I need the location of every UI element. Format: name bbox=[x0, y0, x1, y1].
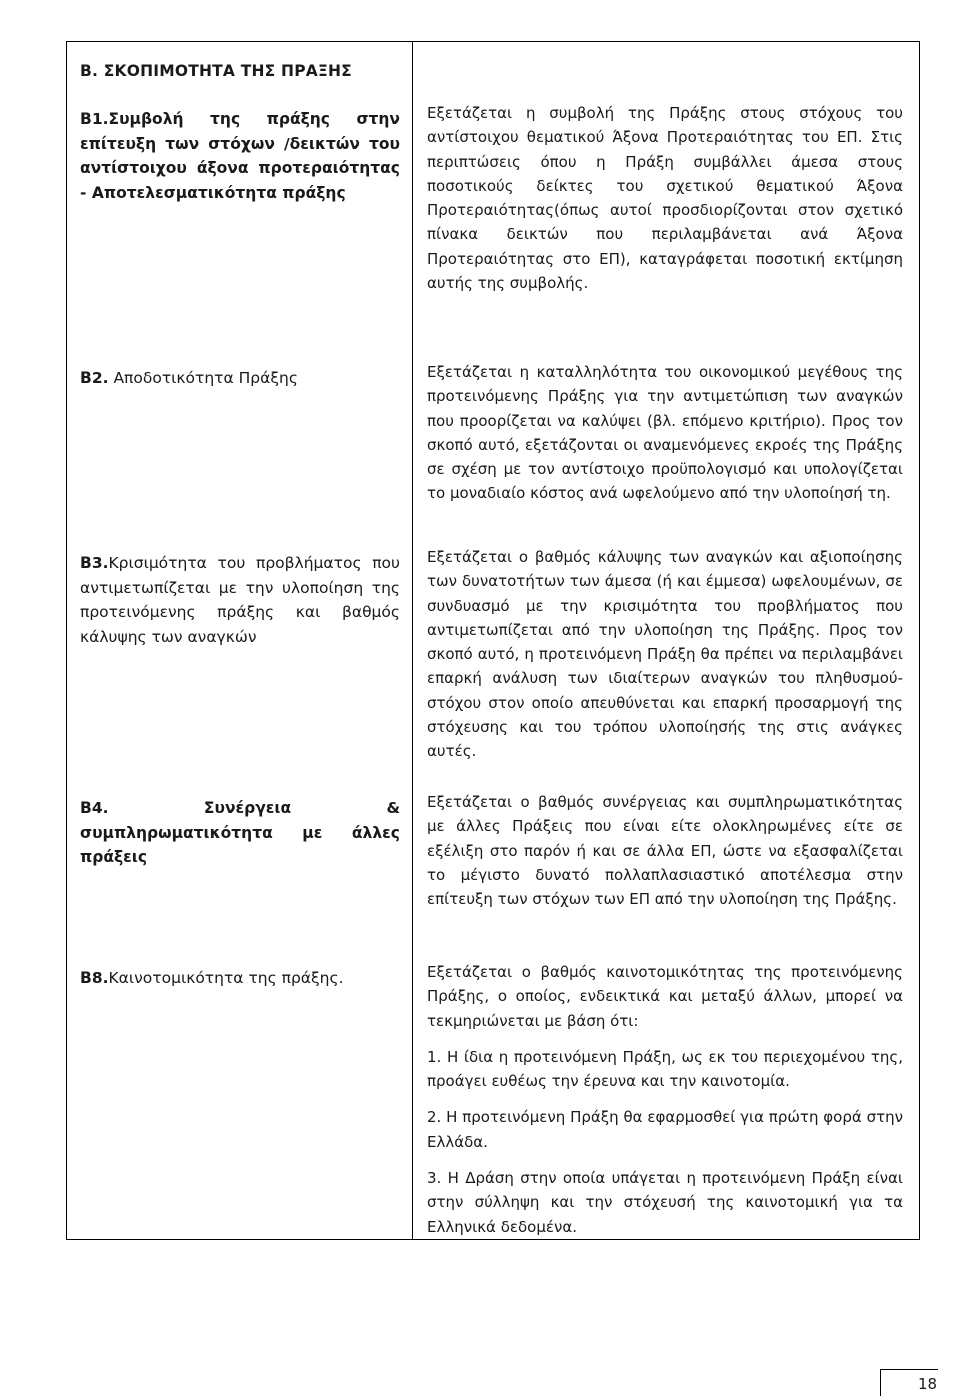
page-number-rule bbox=[880, 1369, 938, 1370]
criterion-b2-title-text: Αποδοτικότητα Πράξης bbox=[113, 369, 298, 387]
criterion-b4-description-block bbox=[427, 790, 903, 960]
criterion-b1-description: Εξετάζεται η συμβολή της Πράξης στους στόχους του αντίστοιχου θεματικού Άξονα Προτεραιότητας του ΕΠ. Στις περιπτώσεις όπου η Πράξη συμβάλλει άμεσα στους ποσοτικούς δείκτες του σχετικού θεματικού Άξονα Προτεραιότητας(όπως αυτοί προσδιορίζονται στον σχετικό πίνακα δεικτών που περιλαμβάνεται ανά Άξονα Προτεραιότητας στο ΕΠ), καταγράφεται ποσοτική εκτίμηση αυτής της συμβολής. bbox=[427, 104, 903, 293]
criterion-b8-description-block bbox=[427, 960, 903, 1239]
criterion-b1-title-text: Συμβολή της πράξης στην επίτευξη των στόχων /δεικτών του αντίστοιχου άξονα προτεραιότητας - Αποτελεσματικότητα πράξης bbox=[80, 110, 400, 202]
criterion-b8-title bbox=[80, 966, 400, 991]
criterion-b2-number: Β2. bbox=[80, 369, 109, 387]
criterion-b3-description-block bbox=[427, 545, 903, 790]
criterion-b3-title-block bbox=[80, 551, 400, 796]
criterion-b8-item-3: 3. Η Δράση στην οποία υπάγεται η προτεινόμενη Πράξη είναι στην σύλληψη και την στόχευσή της καινοτομική για τα Ελληνικά δεδομένα. bbox=[427, 1169, 903, 1236]
criterion-b3-title bbox=[80, 551, 400, 649]
criterion-b4-title-block bbox=[80, 796, 400, 966]
criterion-b8-title-text: Καινοτομικότητα της πράξης. bbox=[108, 969, 344, 987]
criterion-b2-description-block bbox=[427, 360, 903, 545]
criterion-b2-title-block bbox=[80, 366, 400, 551]
criterion-b2-title bbox=[80, 366, 400, 391]
page-number: 18 bbox=[918, 1375, 938, 1393]
criterion-b3-description: Εξετάζεται ο βαθμός κάλυψης των αναγκών και αξιοποίησης των δυνατοτήτων των άμεσα (ή και έμμεσα) ωφελουμένων, σε συνδυασμό με την κρισιμότητα του προβλήματος που αντιμετωπίζεται από την υλοποίηση της Πράξης. Προς τον σκοπό αυτό, η προτεινόμενη Πράξη θα πρέπει να περιλαμβάνει επαρκή ανάλυση των ιδιαίτερων αναγκών του πληθυσμού-στόχου στον οποίο απευθύνεται και επαρκή προσαρμογή της στόχευσης και του τρόπου υλοποίησής της στις ανάγκες αυτές. bbox=[427, 548, 903, 761]
criterion-b1-title bbox=[80, 107, 400, 205]
criterion-b4-title bbox=[80, 796, 400, 870]
criterion-b4-description: Εξετάζεται ο βαθμός συνέργειας και συμπληρωματικότητας με άλλες Πράξεις που είναι είτε ολοκληρωμένες είτε σε εξέλιξη στο παρόν ή και σε άλλα ΕΠ, ώστε να εξασφαλίζεται το μέγιστο δυνατό πολλαπλασιαστικό αποτέλεσμα στην επίτευξη των στόχων των ΕΠ από την υλοποίηση της Πράξης. bbox=[427, 793, 903, 909]
criterion-b8-item-2: 2. Η προτεινόμενη Πράξη θα εφαρμοσθεί για πρώτη φορά στην Ελλάδα. bbox=[427, 1108, 903, 1151]
criterion-b1-description-block bbox=[427, 101, 903, 360]
criterion-b2-description: Εξετάζεται η καταλληλότητα του οικονομικού μεγέθους της προτεινόμενης Πράξης για την αντιμετώπιση των αναγκών που προορίζεται να καλύψει (βλ. επόμενο κριτήριο). Προς τον σκοπό αυτό, εξετάζονται οι αναμενόμενες εκροές της Πράξης σε σχέση με τον αντίστοιχο προϋπολογισμό και υπολογίζεται το μοναδιαίο κόστος ανά ωφελούμενο από την υλοποίησή τη. bbox=[427, 363, 903, 503]
section-title: Β. ΣΚΟΠΙΜΟΤΗΤΑ ΤΗΣ ΠΡΑΞΗΣ bbox=[80, 62, 352, 80]
criterion-b1-title-block bbox=[80, 107, 400, 366]
criteria-descriptions-column bbox=[413, 42, 920, 1240]
criterion-b8-number: Β8. bbox=[80, 969, 109, 987]
criterion-b8-title-block bbox=[80, 966, 400, 991]
criteria-table bbox=[66, 41, 920, 1240]
criterion-b8-description: Εξετάζεται ο βαθμός καινοτομικότητας της προτεινόμενης Πράξης, ο οποίος, ενδεικτικά και μεταξύ άλλων, μπορεί να τεκμηριώνεται με βάση ότι: bbox=[427, 963, 903, 1030]
criterion-b1-number: Β1. bbox=[80, 110, 109, 128]
criteria-titles-column bbox=[67, 42, 413, 1240]
criterion-b3-title-text: Κρισιμότητα του προβλήματος που αντιμετωπίζεται με την υλοποίηση της προτεινόμενης πράξης και βαθμός κάλυψης των αναγκών bbox=[80, 554, 400, 646]
criterion-b4-number: Β4. bbox=[80, 799, 109, 817]
criterion-b8-item-1: 1. Η ίδια η προτεινόμενη Πράξη, ως εκ του περιεχομένου της, προάγει ευθέως την έρευνα και την καινοτομία. bbox=[427, 1047, 903, 1091]
criterion-b3-number: Β3. bbox=[80, 554, 109, 572]
criterion-b4-title-text: Συνέργεια & συμπληρωματικότητα με άλλες πράξεις bbox=[80, 799, 400, 866]
page-number-rule-vertical bbox=[880, 1369, 881, 1396]
